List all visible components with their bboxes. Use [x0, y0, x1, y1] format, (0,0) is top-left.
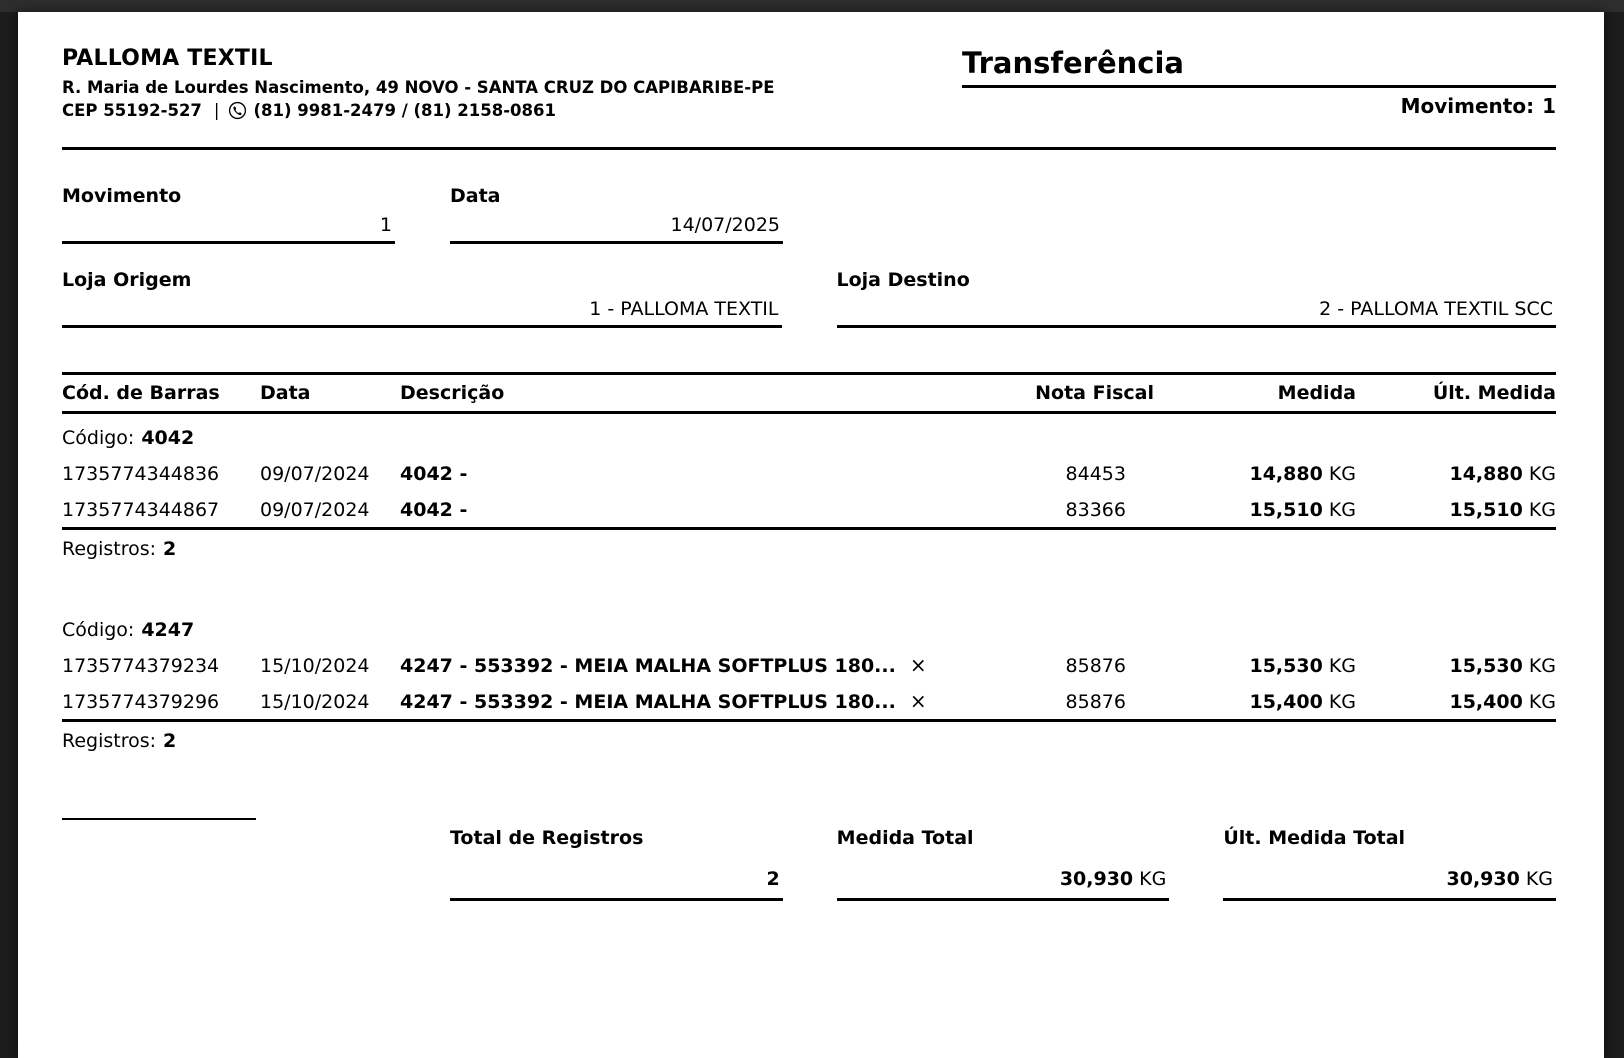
table-row — [62, 485, 1556, 521]
registros-value: 2 — [163, 538, 177, 560]
cell-ult-medida: 15,530 KG — [1449, 655, 1556, 677]
totals-row — [450, 826, 1556, 901]
report-title-block — [962, 46, 1556, 122]
field-loja-origem-value: 1 - PALLOMA TEXTIL — [589, 298, 779, 320]
group-code-label: Código: — [62, 427, 135, 449]
header-nota-fiscal: Nota Fiscal — [1035, 382, 1154, 404]
cell-medida: 15,530 KG — [1249, 655, 1356, 677]
movement-line — [962, 94, 1556, 118]
ult-medida-total-value: 30,930 KG — [1446, 868, 1554, 890]
header-medida: Medida — [1277, 382, 1356, 404]
registros-label: Registros: — [62, 730, 157, 752]
cell-barcode: 1735774344836 — [62, 463, 220, 485]
table-header-row — [62, 372, 1556, 414]
ult-medida-total-field — [1223, 826, 1556, 901]
field-movimento-value: 1 — [379, 214, 392, 236]
total-registros-value: 2 — [766, 868, 780, 890]
group-registros-line — [62, 722, 1556, 762]
header-ult-medida: Últ. Medida — [1432, 382, 1556, 404]
ult-medida-total-label: Últ. Medida Total — [1223, 827, 1406, 849]
field-loja-origem-label: Loja Origem — [62, 269, 192, 291]
table-row — [62, 641, 1556, 677]
group-code-line — [62, 414, 1556, 449]
group-code-value: 4247 — [141, 619, 195, 641]
movement-value: 1 — [1542, 94, 1556, 118]
field-loja-destino — [837, 268, 1557, 328]
cell-date: 15/10/2024 — [260, 655, 370, 677]
deleted-mark: × — [909, 689, 927, 713]
field-loja-origem — [62, 268, 782, 328]
registros-label: Registros: — [62, 538, 157, 560]
cell-medida: 15,510 KG — [1249, 499, 1356, 521]
cell-date: 09/07/2024 — [260, 463, 370, 485]
table-row — [62, 449, 1556, 485]
cell-description: 4042 - — [400, 499, 468, 521]
table-row — [62, 677, 1556, 713]
field-loja-destino-label: Loja Destino — [836, 269, 970, 291]
total-registros-label: Total de Registros — [450, 827, 644, 849]
document-content — [62, 12, 1556, 901]
contact-separator: | — [213, 101, 220, 120]
company-block — [62, 46, 775, 122]
fields-row-1 — [62, 184, 1556, 244]
report-title: Transferência — [962, 46, 1556, 88]
registros-value: 2 — [163, 730, 177, 752]
field-data — [450, 184, 783, 244]
signature-line — [62, 818, 256, 820]
cell-medida: 15,400 KG — [1249, 691, 1356, 713]
cell-barcode: 1735774344867 — [62, 499, 220, 521]
header-barcode: Cód. de Barras — [62, 382, 220, 404]
phone-icon — [228, 101, 247, 120]
cell-date: 09/07/2024 — [260, 499, 370, 521]
cell-nota-fiscal: 85876 — [1065, 655, 1126, 677]
field-movimento — [62, 184, 395, 244]
group-code-label: Código: — [62, 619, 135, 641]
cell-ult-medida: 15,400 KG — [1449, 691, 1556, 713]
cell-ult-medida: 14,880 KG — [1449, 463, 1556, 485]
cell-nota-fiscal: 83366 — [1065, 499, 1126, 521]
field-data-value: 14/07/2025 — [670, 214, 780, 236]
total-registros-field — [450, 826, 783, 901]
document-header — [62, 12, 1556, 122]
fields-row-2 — [62, 268, 1556, 328]
header-date: Data — [260, 382, 311, 404]
header-description: Descrição — [400, 382, 505, 404]
cell-description: 4247 - 553392 - MEIA MALHA SOFTPLUS 180... × — [400, 653, 927, 677]
company-phones: (81) 9981-2479 / (81) 2158-0861 — [253, 101, 556, 120]
group-rows — [62, 449, 1556, 530]
cell-description: 4247 - 553392 - MEIA MALHA SOFTPLUS 180... × — [400, 689, 927, 713]
company-cep: CEP 55192-527 — [62, 101, 202, 120]
medida-total-label: Medida Total — [836, 827, 974, 849]
company-contact — [62, 99, 775, 122]
group-section — [62, 414, 1556, 570]
medida-total-field — [837, 826, 1170, 901]
group-section — [62, 606, 1556, 762]
header-divider — [62, 147, 1556, 150]
company-name: PALLOMA TEXTIL — [62, 46, 273, 71]
movement-label: Movimento: — [1400, 94, 1535, 118]
document-page — [18, 12, 1604, 1058]
field-movimento-label: Movimento — [62, 185, 182, 207]
cell-ult-medida: 15,510 KG — [1449, 499, 1556, 521]
group-registros-line — [62, 530, 1556, 570]
field-data-label: Data — [450, 185, 501, 207]
cell-nota-fiscal: 84453 — [1065, 463, 1126, 485]
cell-description: 4042 - — [400, 463, 468, 485]
group-code-value: 4042 — [141, 427, 195, 449]
cell-barcode: 1735774379296 — [62, 691, 220, 713]
medida-total-value: 30,930 KG — [1059, 868, 1167, 890]
cell-barcode: 1735774379234 — [62, 655, 220, 677]
field-loja-destino-value: 2 - PALLOMA TEXTIL SCC — [1319, 298, 1553, 320]
viewer-top-strip — [0, 0, 1624, 12]
items-table — [62, 372, 1556, 762]
deleted-mark: × — [909, 653, 927, 677]
group-rows — [62, 641, 1556, 722]
group-code-line — [62, 606, 1556, 641]
company-address: R. Maria de Lourdes Nascimento, 49 NOVO - SANTA CRUZ DO CAPIBARIBE-PE — [62, 78, 775, 97]
cell-date: 15/10/2024 — [260, 691, 370, 713]
cell-medida: 14,880 KG — [1249, 463, 1356, 485]
cell-nota-fiscal: 85876 — [1065, 691, 1126, 713]
